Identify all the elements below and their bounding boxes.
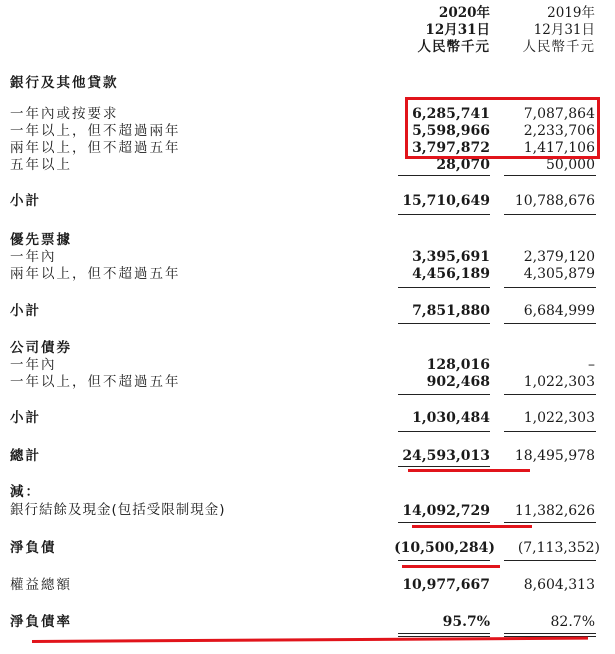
net-debt-2020: (10,500,284)	[394, 540, 495, 556]
value-2019: 2,379,120	[523, 249, 595, 265]
section-title-senior-notes: 優先票據	[10, 232, 72, 248]
rule	[398, 431, 490, 432]
row-label: 一年以上，但不超過兩年	[10, 123, 181, 139]
value-2019: 1,022,303	[523, 374, 595, 390]
header-2019-year: 2019年	[547, 5, 595, 21]
section-title-corporate-bonds: 公司債券	[10, 340, 72, 356]
rule	[398, 175, 490, 176]
rule	[398, 394, 490, 395]
value-2019: 50,000	[546, 157, 595, 173]
row-label: 一年內	[10, 249, 57, 265]
rule	[398, 522, 490, 523]
gearing-ratio-label: 淨負債率	[10, 614, 72, 630]
subtotal-label: 小計	[10, 193, 41, 209]
rule	[504, 214, 596, 215]
subtotal-2020: 15,710,649	[402, 193, 490, 209]
value-2020: 902,468	[426, 374, 490, 390]
less-2019: 11,382,626	[514, 503, 595, 519]
less-label: 減：	[10, 484, 41, 500]
less-2020: 14,092,729	[402, 503, 490, 519]
red-underline-cash	[412, 525, 532, 528]
value-2019: 2,233,706	[523, 123, 595, 139]
value-2020: 28,070	[436, 157, 490, 173]
header-2019-unit: 人民幣千元	[522, 39, 595, 55]
subtotal-2019: 6,684,999	[523, 303, 595, 319]
rule	[504, 175, 596, 176]
section-title-bank-loans: 銀行及其他貸款	[10, 75, 119, 91]
rule	[504, 431, 596, 432]
subtotal-label: 小計	[10, 303, 41, 319]
rule	[398, 214, 490, 215]
rule	[504, 394, 596, 395]
header-2019-date: 12月31日	[533, 22, 595, 38]
value-2020: 3,797,872	[412, 140, 490, 156]
value-2019: 7,087,864	[523, 106, 595, 122]
row-label: 五年以上	[10, 157, 72, 173]
rule	[504, 560, 596, 561]
subtotal-2020: 1,030,484	[412, 410, 490, 426]
total-2019: 18,495,978	[514, 448, 595, 464]
rule	[398, 633, 490, 634]
total-2020: 24,593,013	[402, 448, 490, 464]
equity-2019: 8,604,313	[523, 577, 595, 593]
rule	[398, 323, 490, 324]
row-label: 一年以上，但不超過五年	[10, 374, 181, 390]
total-label: 總計	[10, 448, 41, 464]
value-2020: 4,456,189	[412, 266, 490, 282]
red-highlight-box	[405, 97, 600, 159]
gearing-ratio-2020: 95.7%	[442, 614, 490, 630]
value-2020: 6,285,741	[412, 106, 490, 122]
value-2019: 4,305,879	[523, 266, 595, 282]
header-2020-unit: 人民幣千元	[417, 39, 490, 55]
net-debt-2019: (7,113,352)	[517, 540, 600, 556]
red-underline-net-debt	[402, 565, 500, 568]
subtotal-label: 小計	[10, 410, 41, 426]
value-2020: 5,598,966	[412, 123, 490, 139]
gearing-ratio-2019: 82.7%	[550, 614, 595, 630]
row-label: 兩年以上，但不超過五年	[10, 140, 181, 156]
subtotal-2019: 10,788,676	[514, 193, 595, 209]
header-2020-date: 12月31日	[425, 22, 490, 38]
red-underline-total	[408, 469, 530, 472]
row-label: 一年內	[10, 357, 57, 373]
rule	[504, 633, 596, 634]
row-label: 兩年以上，但不超過五年	[10, 266, 181, 282]
rule	[504, 522, 596, 523]
rule	[504, 323, 596, 324]
rule	[504, 287, 596, 288]
rule	[398, 560, 490, 561]
equity-2020: 10,977,667	[402, 577, 490, 593]
value-2019: 1,417,106	[523, 140, 595, 156]
less-item-label: 銀行結餘及現金(包括受限制現金)	[10, 502, 226, 518]
red-underline-gearing-ratio	[32, 637, 588, 643]
value-2020: 128,016	[426, 357, 490, 373]
header-2020-year: 2020年	[438, 5, 490, 21]
equity-label: 權益總額	[10, 577, 72, 593]
value-2019: –	[588, 357, 595, 373]
subtotal-2019: 1,022,303	[523, 410, 595, 426]
subtotal-2020: 7,851,880	[412, 303, 490, 319]
value-2020: 3,395,691	[412, 249, 490, 265]
rule	[398, 466, 490, 467]
row-label: 一年內或按要求	[10, 106, 119, 122]
rule	[398, 287, 490, 288]
net-debt-label: 淨負債	[10, 540, 57, 556]
